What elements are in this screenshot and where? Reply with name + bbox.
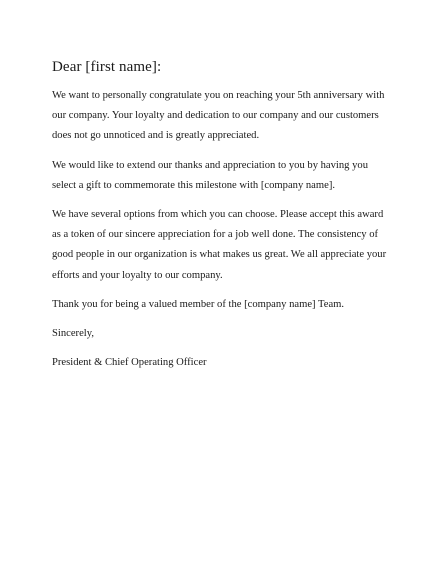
paragraph-line: select a gift to commemorate this milestone with [company name]. bbox=[52, 179, 336, 191]
closing: Sincerely, bbox=[52, 328, 94, 340]
paragraph-line: as a token of our sincere appreciation for a job well done. The consistency of bbox=[52, 229, 379, 241]
paragraph-award bbox=[52, 205, 392, 286]
paragraph-line: We would like to extend our thanks and appreciation to you by having you bbox=[52, 159, 369, 171]
paragraph-line: We want to personally congratulate you on reaching your 5th anniversary with bbox=[52, 90, 385, 101]
salutation: Dear [first name]: bbox=[52, 59, 162, 75]
paragraph-line: efforts and your loyalty to our company. bbox=[52, 269, 223, 281]
signature-title: President & Chief Operating Officer bbox=[52, 357, 207, 369]
paragraph-thanks bbox=[52, 295, 392, 315]
paragraph-line: We have several options from which you can choose. Please accept this award bbox=[52, 209, 384, 221]
letter-body bbox=[52, 57, 392, 373]
paragraph-gift bbox=[52, 156, 392, 196]
paragraph-line: good people in our organization is what makes us great. We all appreciate your bbox=[52, 249, 387, 261]
paragraph-anniversary bbox=[52, 86, 392, 147]
paragraph-line: does not go unnoticed and is greatly appreciated. bbox=[52, 130, 260, 142]
paragraph-line: Thank you for being a valued member of the [company name] Team. bbox=[52, 298, 345, 310]
paragraph-line: our company. Your loyalty and dedication to our company and our customers bbox=[52, 110, 379, 122]
